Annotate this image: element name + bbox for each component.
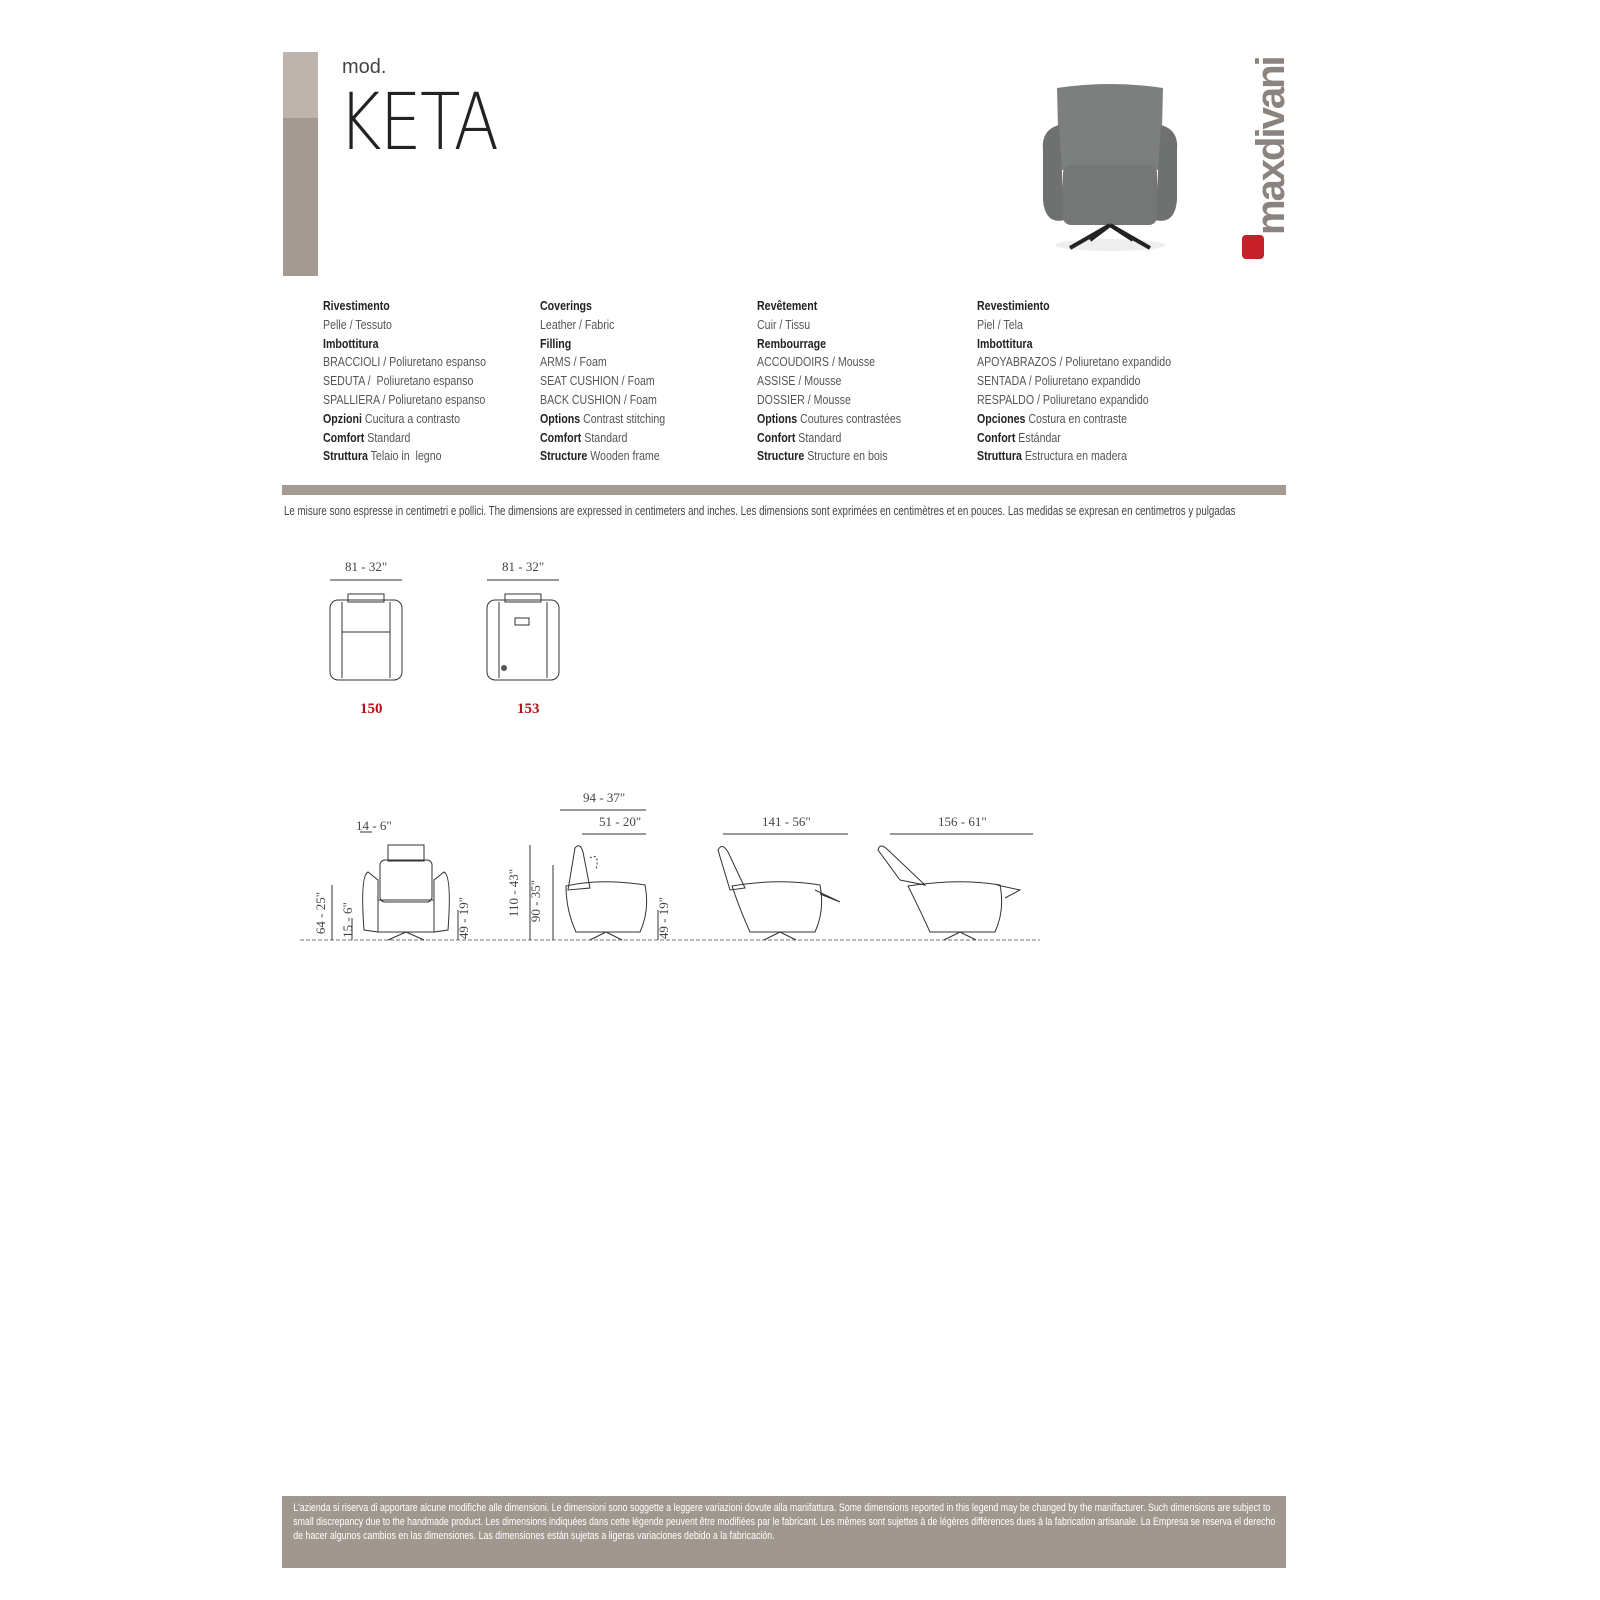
top-view-150 bbox=[326, 578, 406, 688]
spec-value: ASSISE / Mousse bbox=[757, 374, 842, 389]
dim-arm-height: 49 - 19" bbox=[456, 896, 472, 940]
side-view-drawings bbox=[300, 790, 1040, 950]
footer-disclaimer bbox=[282, 1496, 1286, 1568]
spec-label: Structure bbox=[757, 449, 805, 464]
spec-label: Imbottitura bbox=[977, 336, 1033, 351]
armchair-photo bbox=[1035, 80, 1185, 255]
spec-label: Struttura bbox=[977, 449, 1022, 464]
dim-height-max: 110 - 43" bbox=[506, 868, 522, 918]
maxdivani-logo bbox=[1240, 57, 1293, 262]
dim-height-back: 90 - 35" bbox=[528, 879, 544, 923]
version-code: 150 bbox=[360, 701, 383, 717]
spec-row bbox=[323, 391, 486, 410]
spec-label: Rembourrage bbox=[757, 336, 827, 351]
spec-row bbox=[540, 316, 665, 335]
spec-value: RESPALDO / Poliuretano expandido bbox=[977, 392, 1149, 407]
spec-row bbox=[323, 447, 486, 466]
spec-column-it bbox=[323, 297, 486, 466]
spec-value: Estándar bbox=[1015, 430, 1061, 445]
spec-value: Piel / Tela bbox=[977, 317, 1023, 332]
spec-column-en bbox=[540, 297, 665, 466]
spec-row bbox=[757, 447, 901, 466]
spec-label: Filling bbox=[540, 336, 572, 351]
spec-row bbox=[977, 297, 1171, 316]
spec-value: Telaio in legno bbox=[367, 449, 442, 464]
spec-label: Comfort bbox=[540, 430, 582, 445]
spec-value: Wooden frame bbox=[587, 449, 660, 464]
spec-row bbox=[977, 391, 1171, 410]
spec-row bbox=[977, 447, 1171, 466]
spec-row bbox=[540, 372, 665, 391]
spec-value: Estructura en madera bbox=[1021, 449, 1127, 464]
spec-row bbox=[757, 316, 901, 335]
top-view-153 bbox=[483, 578, 563, 688]
spec-row bbox=[540, 297, 665, 316]
spec-value: Cuir / Tissu bbox=[757, 317, 811, 332]
spec-label: Options bbox=[540, 411, 581, 426]
spec-value: Leather / Fabric bbox=[540, 317, 615, 332]
spec-row bbox=[540, 335, 665, 354]
accent-bar-bottom bbox=[283, 118, 318, 276]
spec-row bbox=[977, 335, 1171, 354]
spec-row bbox=[757, 429, 901, 448]
footer-text: L'azienda si riserva di apportare alcune modifiche alle dimensioni. Le dimensioni sono soggette a leggere variazioni dovute alla manifattura. Some dimensions reported in this legend may be changed by the manifacturer. Such dimensions are subject to small discrepancy due to the handmade product. Les dimensions indiquées dans cette légende peuvent être modifiées par le fabricant. Les mêmes sont sujettes à de légères différences dues à la fabrication artisanale. La Empresa se reserva el derecho de hacer algunos cambios en las dimensiones. Las dimensiones están sujetas a ligeras variaciones debido a la fabricación. bbox=[293, 1502, 1276, 1542]
spec-row bbox=[757, 410, 901, 429]
spec-row bbox=[323, 372, 486, 391]
spec-value: Standard bbox=[364, 430, 411, 445]
spec-value: Contrast stitching bbox=[580, 411, 666, 426]
mod-label: mod. bbox=[342, 56, 387, 78]
spec-value: SENTADA / Poliuretano expandido bbox=[977, 374, 1141, 389]
spec-label: Revêtement bbox=[757, 299, 818, 313]
spec-value: ARMS / Foam bbox=[540, 355, 607, 370]
spec-label: Opzioni bbox=[323, 411, 362, 426]
spec-label: Structure bbox=[540, 449, 588, 464]
spec-label: Rivestimento bbox=[323, 299, 390, 313]
spec-label: Comfort bbox=[323, 430, 365, 445]
spec-row bbox=[757, 297, 901, 316]
divider-bar bbox=[282, 485, 1286, 495]
spec-row bbox=[540, 447, 665, 466]
version-width: 81 - 32" bbox=[345, 559, 388, 574]
spec-row bbox=[540, 353, 665, 372]
spec-row bbox=[323, 410, 486, 429]
spec-row bbox=[540, 429, 665, 448]
spec-row bbox=[977, 353, 1171, 372]
spec-value: APOYABRAZOS / Poliuretano expandido bbox=[977, 355, 1172, 370]
spec-row bbox=[977, 429, 1171, 448]
spec-value: Cucitura a contrasto bbox=[361, 411, 460, 426]
spec-row bbox=[977, 372, 1171, 391]
version-code: 153 bbox=[517, 701, 540, 717]
version-width: 81 - 32" bbox=[502, 559, 545, 574]
spec-row bbox=[323, 353, 486, 372]
spec-value: Pelle / Tessuto bbox=[323, 317, 392, 332]
spec-value: Structure en bois bbox=[804, 449, 888, 464]
spec-row bbox=[977, 316, 1171, 335]
spec-row bbox=[323, 335, 486, 354]
spec-column-es bbox=[977, 297, 1171, 466]
spec-row bbox=[757, 335, 901, 354]
spec-value: SPALLIERA / Poliuretano espanso bbox=[323, 392, 486, 407]
dim-seat-height: 15 - 6" bbox=[339, 902, 355, 938]
spec-row bbox=[323, 297, 486, 316]
spec-value: BRACCIOLI / Poliuretano espanso bbox=[323, 355, 487, 370]
spec-value: Coutures contrastées bbox=[797, 411, 902, 426]
svg-text:maxdivani: maxdivani bbox=[1249, 57, 1293, 235]
dim-recline-1: 141 - 56" bbox=[762, 814, 811, 829]
spec-label: Coverings bbox=[540, 299, 592, 313]
spec-label: Struttura bbox=[323, 449, 368, 464]
spec-label: Confort bbox=[977, 430, 1016, 445]
spec-row bbox=[757, 353, 901, 372]
spec-row bbox=[323, 429, 486, 448]
dim-arm-height-side: 49 - 19" bbox=[656, 896, 672, 940]
spec-value: SEDUTA / Poliuretano espanso bbox=[323, 374, 474, 389]
dim-headrest: 14 - 6" bbox=[356, 818, 392, 833]
spec-label: Opciones bbox=[977, 411, 1026, 426]
spec-row bbox=[540, 391, 665, 410]
spec-column-fr bbox=[757, 297, 901, 466]
dim-depth-total: 94 - 37" bbox=[583, 790, 626, 805]
spec-value: ACCOUDOIRS / Mousse bbox=[757, 355, 876, 370]
spec-value: Standard bbox=[581, 430, 628, 445]
units-note: Le misure sono espresse in centimetri e pollici. The dimensions are expressed in centimeters and inches. Les dimensions sont exprimées en centimètres et en pouces. Las medidas se expresan en centimetros y pulgadas bbox=[284, 504, 1236, 518]
spec-value: BACK CUSHION / Foam bbox=[540, 392, 657, 407]
spec-value: Costura en contraste bbox=[1025, 411, 1128, 426]
dim-depth-seat: 51 - 20" bbox=[599, 814, 642, 829]
spec-label: Imbottitura bbox=[323, 336, 379, 351]
dim-recline-2: 156 - 61" bbox=[938, 814, 987, 829]
spec-value: DOSSIER / Mousse bbox=[757, 392, 851, 407]
spec-row bbox=[757, 372, 901, 391]
spec-row bbox=[540, 410, 665, 429]
spec-label: Revestimiento bbox=[977, 299, 1050, 313]
accent-bar-top bbox=[283, 52, 318, 118]
dim-height: 64 - 25" bbox=[313, 891, 329, 935]
spec-value: SEAT CUSHION / Foam bbox=[540, 374, 655, 389]
model-name: KETA bbox=[338, 78, 498, 168]
spec-row bbox=[757, 391, 901, 410]
spec-row bbox=[323, 316, 486, 335]
spec-label: Options bbox=[757, 411, 798, 426]
spec-label: Confort bbox=[757, 430, 796, 445]
spec-row bbox=[977, 410, 1171, 429]
spec-value: Standard bbox=[795, 430, 842, 445]
